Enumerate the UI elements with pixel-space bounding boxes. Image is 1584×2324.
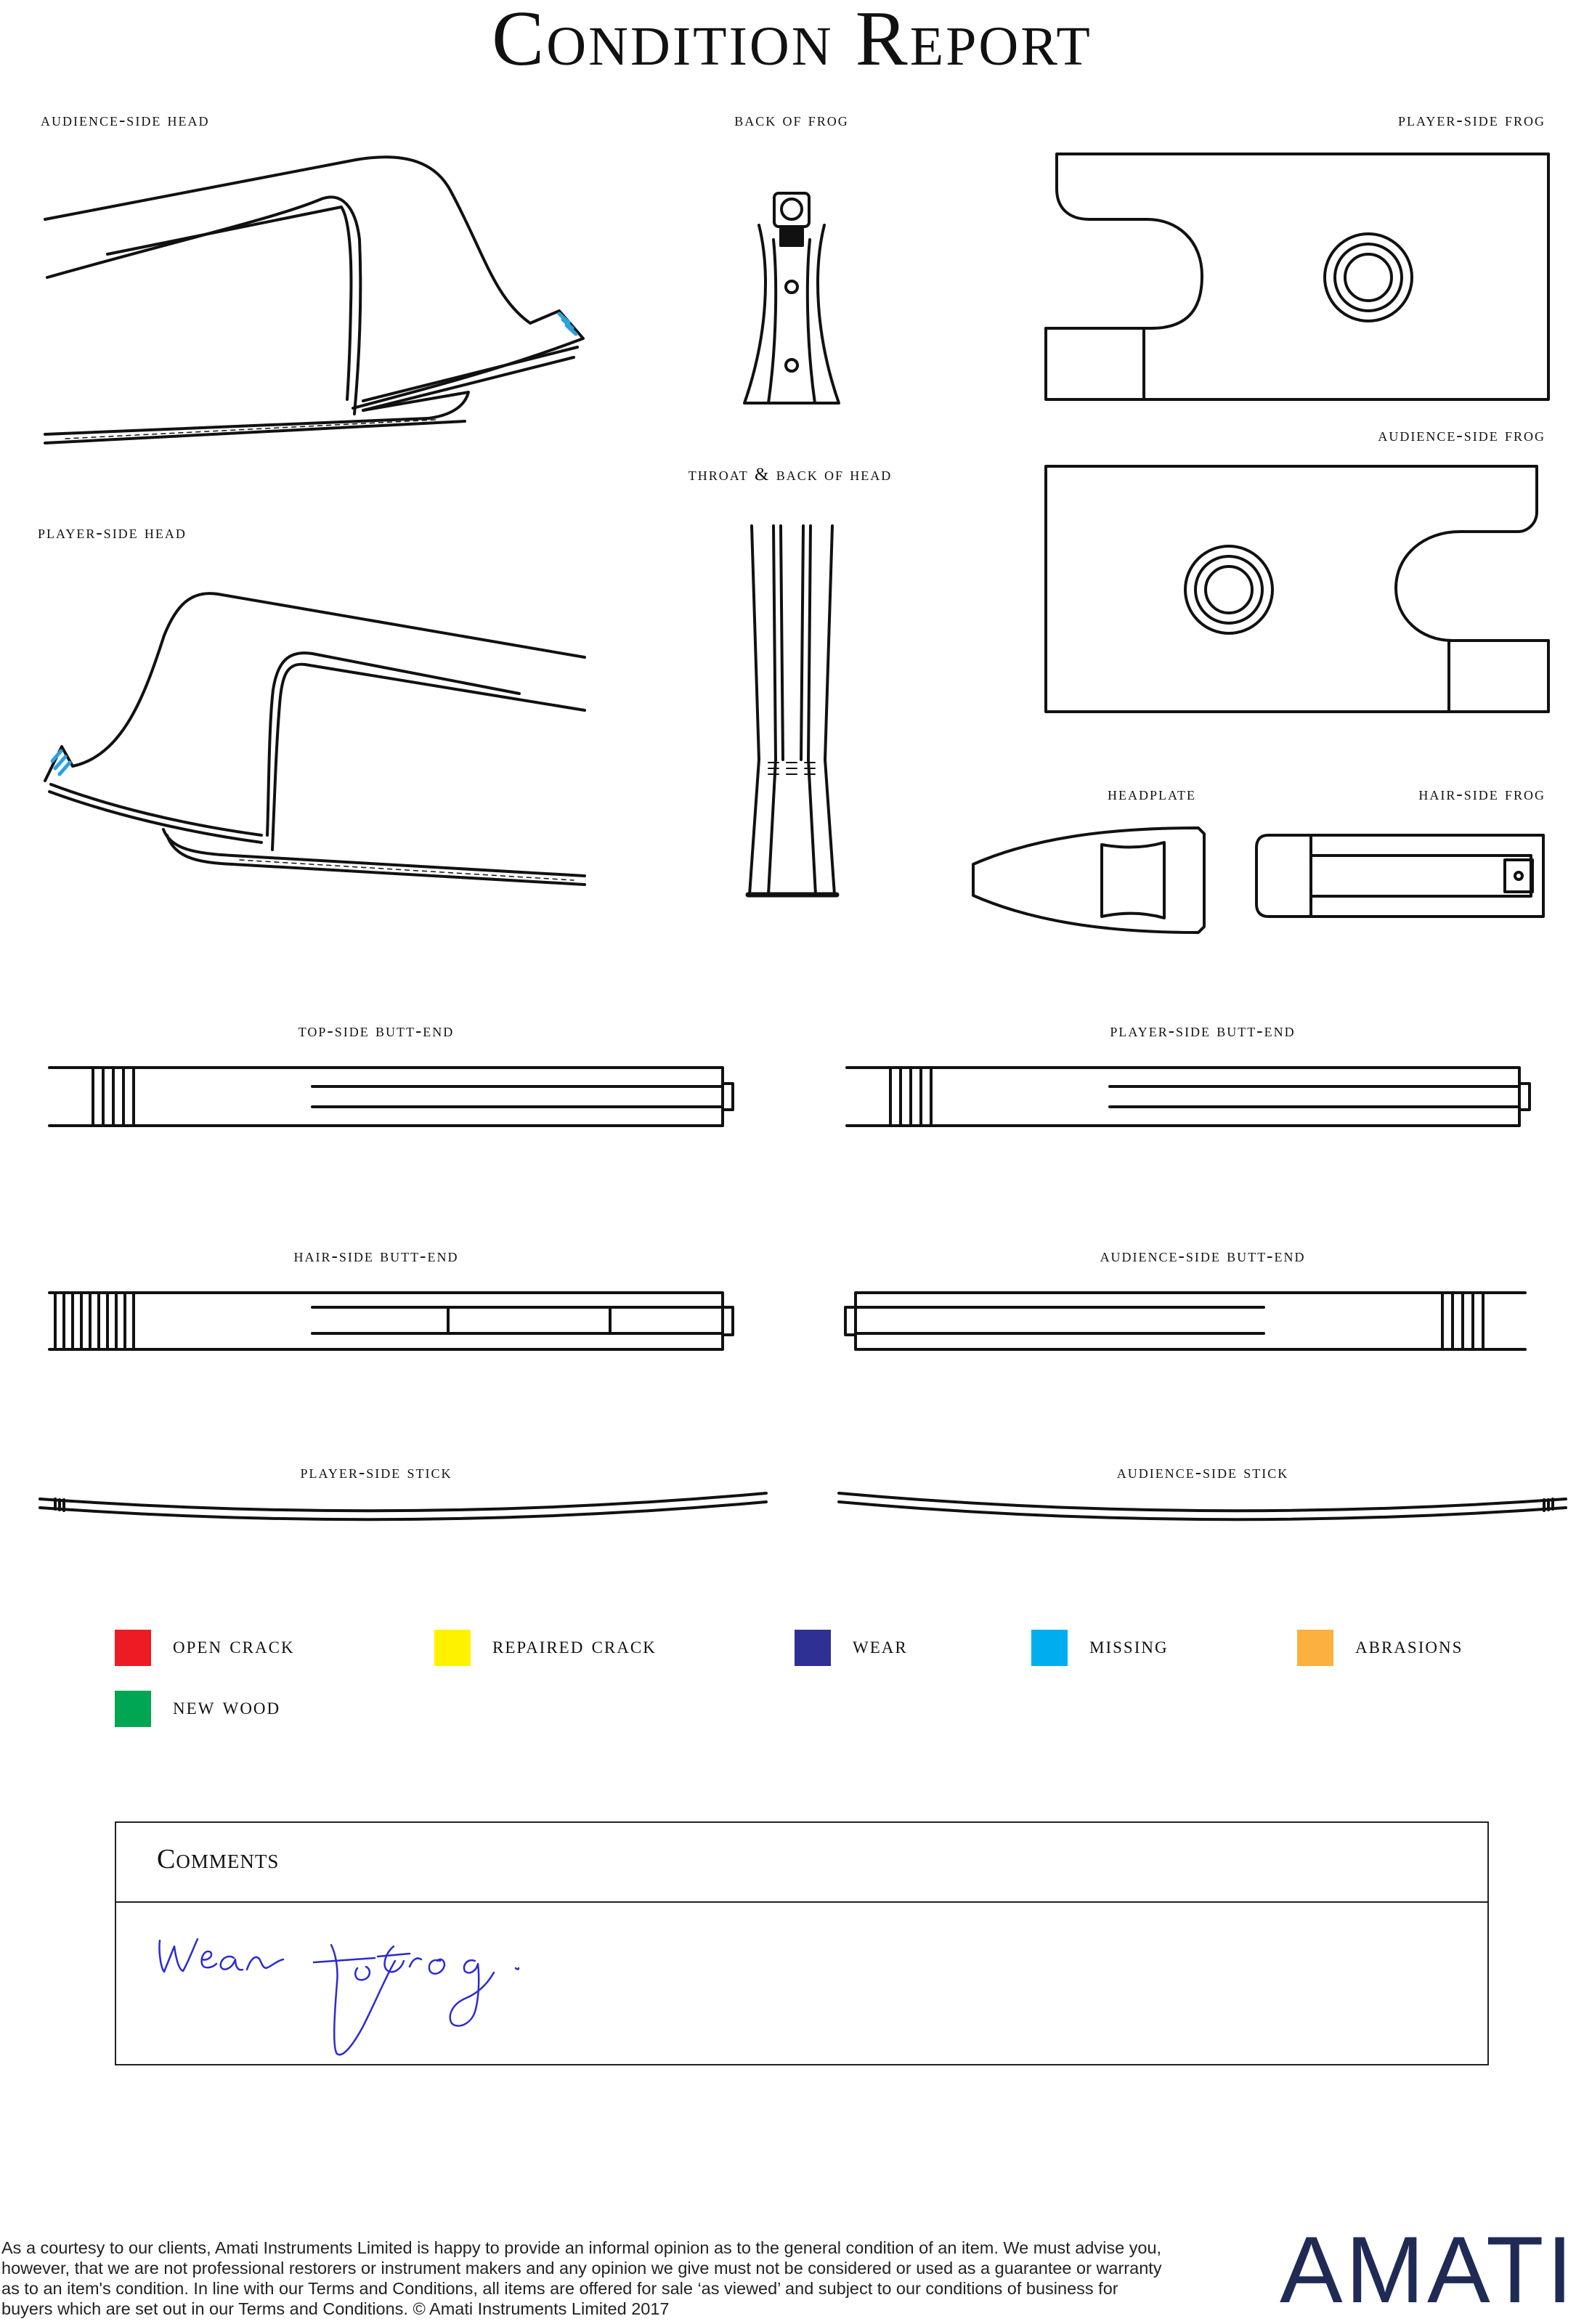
legend-swatch-wear <box>795 1630 831 1666</box>
handwritten-comment-signature <box>116 1903 1487 2064</box>
legend-swatch-open-crack <box>115 1630 151 1666</box>
legend-label-abrasions: abrasions <box>1355 1633 1463 1659</box>
diagram-player-side-butt-end <box>847 1068 1530 1126</box>
label-hair-side-butt-end: hair-side butt-end <box>293 1246 459 1266</box>
diagram-audience-side-butt-end <box>845 1293 1525 1349</box>
legend-swatch-repaired-crack <box>434 1630 471 1666</box>
comments-box <box>115 1821 1489 2065</box>
label-player-side-frog: player-side frog <box>1398 110 1546 130</box>
diagram-audience-side-stick <box>839 1493 1566 1519</box>
label-player-side-stick: player-side stick <box>300 1463 452 1482</box>
diagram-hair-side-butt-end <box>49 1293 733 1349</box>
label-audience-side-butt-end: audience-side butt-end <box>1100 1246 1306 1266</box>
legend-label-repaired-crack: repaired crack <box>492 1633 657 1659</box>
diagram-player-side-frog <box>1046 154 1548 399</box>
diagram-player-side-head <box>45 593 585 885</box>
legend-label-new-wood: new wood <box>173 1694 281 1720</box>
label-top-side-butt-end: top-side butt-end <box>298 1021 455 1041</box>
diagram-audience-side-frog <box>1046 466 1548 712</box>
legend-swatch-abrasions <box>1297 1630 1333 1666</box>
diagram-audience-side-head <box>45 157 583 443</box>
label-audience-side-head: audience-side head <box>41 110 210 130</box>
diagram-throat-back-of-head <box>748 526 837 895</box>
label-throat-back-of-head: throat & back of head <box>688 465 893 484</box>
comments-title: Comments <box>157 1844 280 1874</box>
diagram-player-side-stick <box>40 1493 766 1519</box>
diagram-top-side-butt-end <box>49 1068 733 1126</box>
diagram-hair-side-frog <box>1256 835 1543 917</box>
disclaimer: As a courtesy to our clients, Amati Instruments Limited is happy to provide an informal opinion as to the general condition of an item. We must advise you, however, that we are not professional restorers or instrument makers and any opinion we give must not be considered or used as a guarantee or warranty as to an item's condition. In line with our Terms and Conditions, all items are offered for sale ‘as viewed’ and subject to our conditions of business for buyers which are set out in our Terms and Conditions. © Amati Instruments Limited 2017 <box>1 2238 1162 2318</box>
diagram-headplate <box>973 828 1204 933</box>
label-hair-side-frog: hair-side frog <box>1418 784 1546 804</box>
label-back-of-frog: back of frog <box>734 110 849 130</box>
legend-label-open-crack: open crack <box>173 1633 295 1659</box>
label-audience-side-frog: audience-side frog <box>1378 426 1546 445</box>
amati-logo: AMATI <box>1280 2217 1576 2323</box>
comments-field[interactable] <box>116 1903 1487 2065</box>
page-title: Condition Report <box>492 0 1092 82</box>
legend-label-missing: missing <box>1089 1633 1169 1659</box>
diagram-back-of-frog <box>744 193 839 403</box>
label-headplate: headplate <box>1108 784 1196 804</box>
label-player-side-butt-end: player-side butt-end <box>1110 1021 1296 1041</box>
legend-swatch-new-wood <box>115 1691 151 1727</box>
missing-marking-audience-head <box>559 314 576 334</box>
label-player-side-head: player-side head <box>38 523 187 543</box>
comments-header <box>116 1823 1487 1903</box>
label-audience-side-stick: audience-side stick <box>1116 1463 1289 1482</box>
legend-label-wear: wear <box>853 1633 908 1659</box>
legend-swatch-missing <box>1031 1630 1068 1666</box>
